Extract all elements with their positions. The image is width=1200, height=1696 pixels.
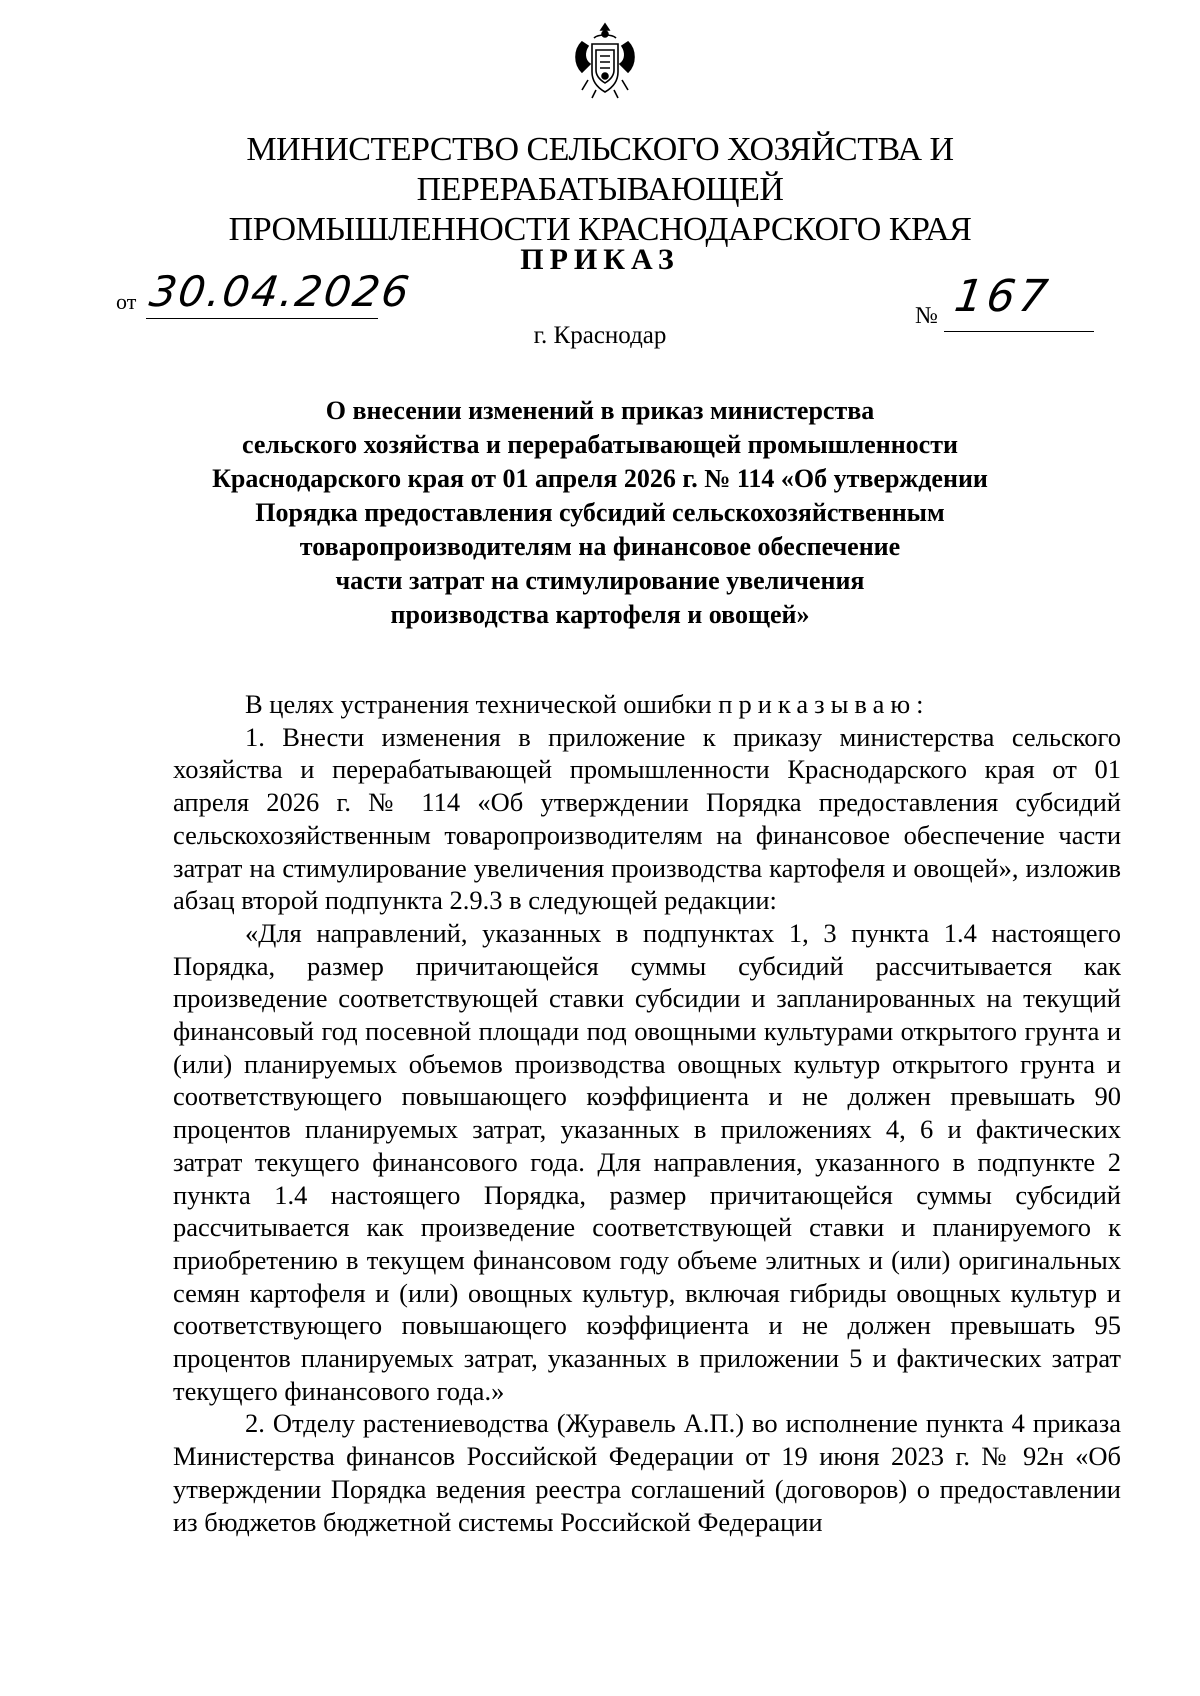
handwritten-number: 167 [951, 271, 1055, 322]
paragraph-1: 1. Внести изменения в приложение к приказу министерства сельского хозяйства и перерабатывающей промышленности Краснодарского края от 01 апреля 2026 г. № 114 «Об утверждении Порядка предоставления субсидий сельскохозяйственным товаропроизводителям на финансовое обеспечение части затрат на стимулирование увеличения производства картофеля и овощей», изложив абзац второй подпункта 2.9.3 в следующей редакции: [173, 721, 1121, 916]
date-underline [146, 318, 378, 319]
paragraph-quote: «Для направлений, указанных в подпунктах 1, 3 пункта 1.4 настоящего Порядка, размер причитающейся суммы субсидий рассчитывается как произведение соответствующей ставки субсидии и запланированных на текущий финансовый год посевной площади под овощными культурами открытого грунта и (или) планируемых объемов производства овощных культур открытого грунта и соответствующего повышающего коэффициента и не должен превышать 90 процентов планируемых затрат, указанных в приложениях 4, 6 и фактических затрат текущего финансового года. Для направления, указанного в подпункте 2 пункта 1.4 настоящего Порядка, размер причитающейся суммы субсидий рассчитывается как произведение соответствующей ставки и планируемого к приобретению в текущем финансовом году объеме элитных и (или) оригинальных семян картофеля и (или) овощных культур, включая гибриды овощных культур и соответствующего повышающего коэффициента и не должен превышать 95 процентов планируемых затрат, указанных в приложении 5 и фактических затрат текущего финансового года.» [173, 917, 1121, 1406]
ministry-line-2: ПРОМЫШЛЕННОСТИ КРАСНОДАРСКОГО КРАЯ [228, 211, 972, 248]
ministry-line-1: МИНИСТЕРСТВО СЕЛЬСКОГО ХОЗЯЙСТВА И ПЕРЕРАБАТЫВАЮЩЕЙ [246, 131, 954, 208]
date-prefix: от [116, 289, 137, 314]
subject-line: части затрат на стимулирование увеличения [335, 566, 865, 595]
order-subject [180, 394, 1020, 632]
paragraph-2: 2. Отделу растениеводства (Журавель А.П.) во исполнение пункта 4 приказа Министерства финансов Российской Федерации от 19 июня 2023 г. № 92н «Об утверждении Порядка ведения реестра соглашений (договоров) о предоставлении из бюджетов бюджетной системы Российской Федерации [173, 1408, 1121, 1537]
subject-line: Краснодарского края от 01 апреля 2026 г. № 114 «Об утверждении [212, 464, 988, 493]
intro-verb: приказываю: [718, 689, 930, 719]
subject-line: производства картофеля и овощей» [390, 600, 810, 629]
subject-line: сельского хозяйства и перерабатывающей промышленности [242, 430, 958, 459]
intro-text: В целях устранения технической ошибки [245, 689, 712, 719]
subject-line: Порядка предоставления субсидий сельскохозяйственным [255, 498, 945, 527]
ministry-name [100, 130, 1100, 250]
subject-line: О внесении изменений в приказ министерства [325, 396, 875, 425]
order-body [173, 688, 1121, 1538]
number-prefix: № [915, 303, 938, 329]
subject-line: товаропроизводителям на финансовое обеспечение [299, 532, 901, 561]
coat-of-arms-emblem [570, 20, 640, 100]
intro-paragraph [173, 688, 1121, 721]
city-label: г. Краснодар [533, 322, 667, 349]
handwritten-date: 30.04.2026 [146, 267, 414, 316]
doc-type-title: ПРИКАЗ [520, 243, 680, 276]
